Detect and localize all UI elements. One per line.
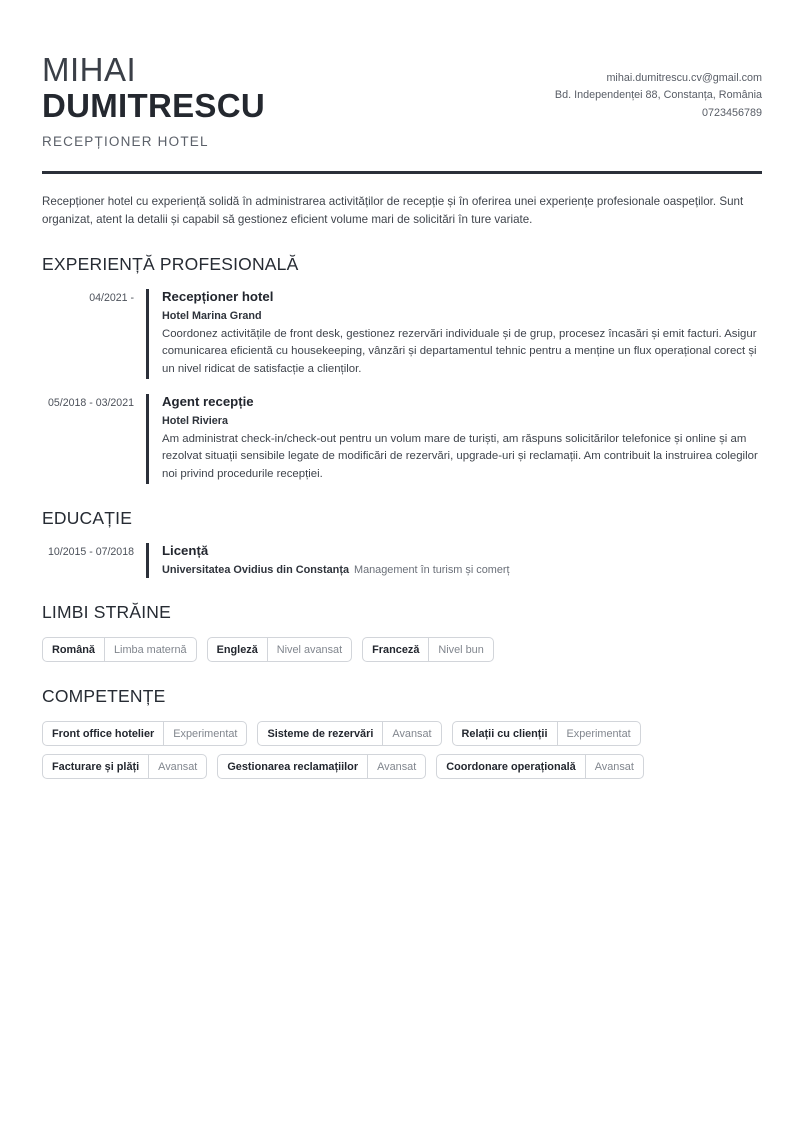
skill-level: Avansat (148, 755, 206, 778)
education-degree: Licență (162, 542, 209, 558)
language-badge (207, 637, 353, 662)
section-title-skills: COMPETENȚE (42, 686, 166, 707)
education-field: Management în turism și comerț (354, 564, 510, 577)
education-dates: 10/2015 - 07/2018 (47, 545, 134, 558)
language-badge (42, 637, 197, 662)
skill-name: Facturare și plăți (52, 760, 140, 773)
section-experience (42, 254, 762, 484)
skill-badge-list (42, 721, 762, 779)
experience-description: Am administrat check-in/check-out pentru un volum mare de turiști, am răspuns solicitărilor telefonice și online și am rezolvat situații sensibile legate de modificări de rezervări, upgrade-uri și reclamații. Am contribuit la instruirea colegilor noi privind procedurile recepției. (162, 432, 758, 481)
experience-body (149, 289, 762, 379)
identity-block (42, 48, 265, 149)
education-body (149, 543, 762, 578)
section-education (42, 508, 762, 578)
skill-badge (42, 721, 247, 746)
section-skills (42, 686, 762, 779)
language-badge-list (42, 637, 762, 662)
skill-name: Coordonare operațională (446, 760, 576, 773)
experience-role: Recepționer hotel (162, 289, 274, 305)
professional-summary: Recepționer hotel cu experiență solidă în administrarea activităților de recepție și în oferirea unei experiențe profesionale oaspeților. Sunt organizat, atent la detalii și capabil să gestionez eficient volume mari de solicitări în ture variate. (42, 194, 744, 227)
skill-badge (42, 754, 207, 779)
skill-name: Relații cu clienții (461, 727, 548, 740)
skill-name: Front office hotelier (52, 727, 155, 740)
skill-badge (452, 721, 641, 746)
experience-body (149, 394, 762, 484)
skill-name: Sisteme de rezervări (267, 727, 374, 740)
language-name: Engleză (216, 643, 258, 656)
language-name: Franceză (372, 643, 420, 656)
language-level: Limba maternă (104, 638, 196, 661)
skill-name: Gestionarea reclamațiilor (227, 760, 359, 773)
experience-entry (42, 394, 762, 484)
skill-badge (217, 754, 426, 779)
education-institution: Universitatea Ovidius din Constanța (162, 564, 349, 577)
language-badge (362, 637, 494, 662)
skill-badge (257, 721, 441, 746)
last-name: DUMITRESCU (42, 86, 265, 124)
section-languages (42, 602, 762, 662)
job-title: RECEPȚIONER HOTEL (42, 133, 209, 149)
experience-description: Coordonez activitățile de front desk, gestionez rezervări individuale și de grup, procesez încasări și emit facturi. Asigur comunicarea eficientă cu housekeeping, vânzări și departamentul tehnic pentru a menține un flux operațional corect și un nivel ridicat de satisfacție a clienților. (162, 327, 757, 376)
header-divider (42, 171, 762, 174)
contact-block (555, 48, 762, 122)
experience-entry (42, 289, 762, 379)
experience-dates: 04/2021 - (89, 292, 134, 305)
skill-level: Avansat (585, 755, 643, 778)
skill-level: Experimentat (163, 722, 246, 745)
skill-level: Experimentat (557, 722, 640, 745)
section-title-languages: LIMBI STRĂINE (42, 602, 172, 623)
language-level: Nivel bun (428, 638, 492, 661)
language-name: Română (52, 643, 95, 656)
contact-email: mihai.dumitrescu.cv@gmail.com (606, 72, 762, 84)
language-level: Nivel avansat (267, 638, 351, 661)
experience-dates: 05/2018 - 03/2021 (47, 397, 134, 410)
education-institution-line (162, 563, 762, 578)
section-title-education: EDUCAȚIE (42, 507, 133, 528)
experience-role: Agent recepție (162, 394, 254, 410)
experience-organization: Hotel Marina Grand (162, 309, 262, 322)
experience-organization: Hotel Riviera (162, 414, 229, 427)
skill-level: Avansat (367, 755, 425, 778)
skill-level: Avansat (382, 722, 440, 745)
contact-address: Bd. Independenței 88, Constanța, România (554, 89, 762, 102)
resume-header (42, 48, 762, 149)
skill-badge (436, 754, 644, 779)
contact-phone: 0723456789 (701, 106, 762, 119)
first-name: MIHAI (42, 51, 137, 88)
education-entry (42, 543, 762, 578)
section-title-experience: EXPERIENȚĂ PROFESIONALĂ (42, 254, 299, 275)
